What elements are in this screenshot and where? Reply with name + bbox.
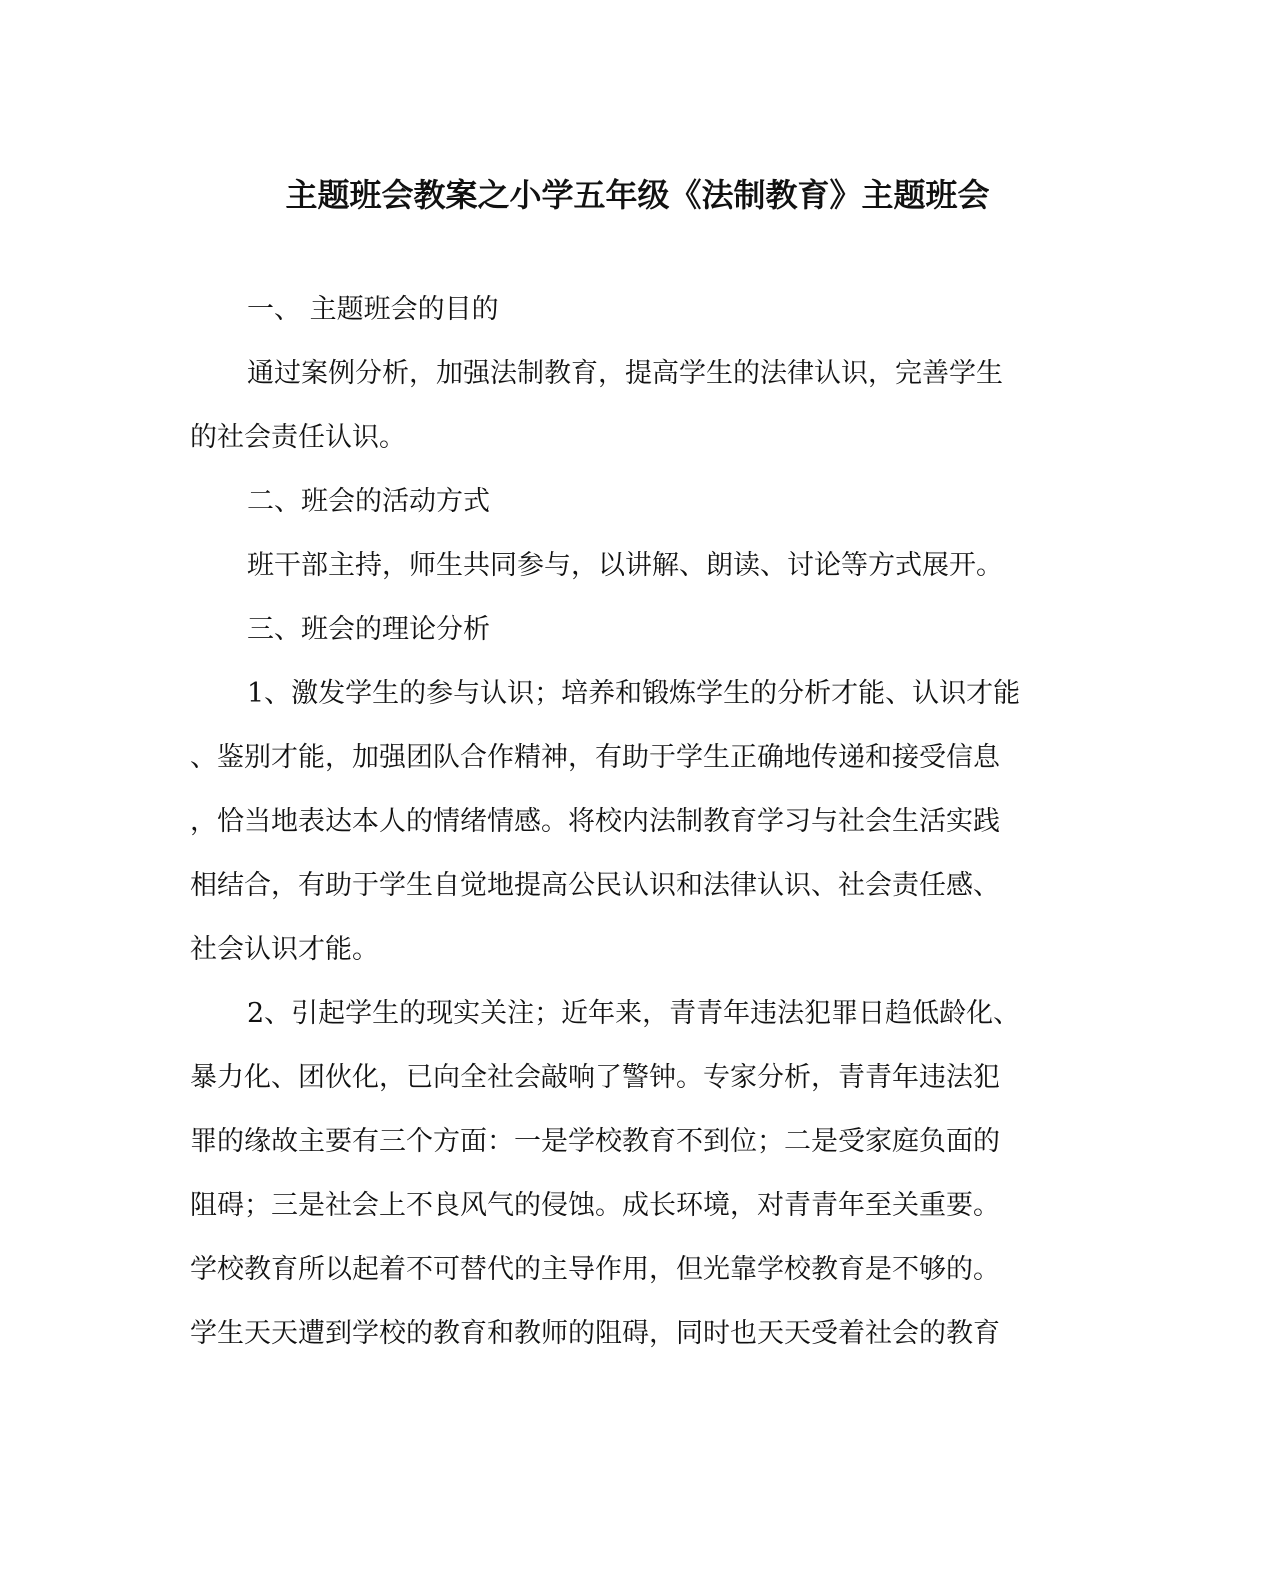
paragraph-line: 罪的缘故主要有三个方面：一是学校教育不到位；二是受家庭负面的 [190, 1126, 1000, 1157]
paragraph-line: 的社会责任认识。 [190, 422, 406, 453]
paragraph-line: 1、激发学生的参与认识；培养和锻炼学生的分析才能、认识才能 [247, 678, 1021, 709]
section-heading-purpose: 一、 主题班会的目的 [247, 294, 499, 325]
document-body [190, 278, 1065, 1366]
paragraph-line: 学生天天遭到学校的教育和教师的阻碍，同时也天天受着社会的教育 [190, 1318, 1000, 1349]
paragraph-line: 、鉴别才能，加强团队合作精神，有助于学生正确地传递和接受信息 [190, 742, 1000, 773]
document-title: 主题班会教案之小学五年级《法制教育》主题班会 [285, 176, 990, 214]
paragraph-line: 班干部主持，师生共同参与，以讲解、朗读、讨论等方式展开。 [247, 550, 1003, 581]
paragraph-line: 暴力化、团伙化，已向全社会敲响了警钟。专家分析，青青年违法犯 [190, 1062, 1000, 1093]
section-heading-analysis: 三、班会的理论分析 [247, 614, 490, 645]
paragraph-line: ，恰当地表达本人的情绪情感。将校内法制教育学习与社会生活实践 [190, 806, 1000, 837]
section-heading-activity: 二、班会的活动方式 [247, 486, 490, 517]
paragraph-line: 阻碍；三是社会上不良风气的侵蚀。成长环境，对青青年至关重要。 [190, 1190, 1000, 1221]
paragraph-line: 相结合，有助于学生自觉地提高公民认识和法律认识、社会责任感、 [190, 870, 1000, 901]
paragraph-line: 通过案例分析，加强法制教育，提高学生的法律认识，完善学生 [247, 358, 1003, 389]
paragraph-line: 学校教育所以起着不可替代的主导作用，但光靠学校教育是不够的。 [190, 1254, 1000, 1285]
paragraph-line: 社会认识才能。 [190, 934, 379, 965]
paragraph-line: 2、引起学生的现实关注；近年来，青青年违法犯罪日趋低龄化、 [247, 998, 1021, 1029]
